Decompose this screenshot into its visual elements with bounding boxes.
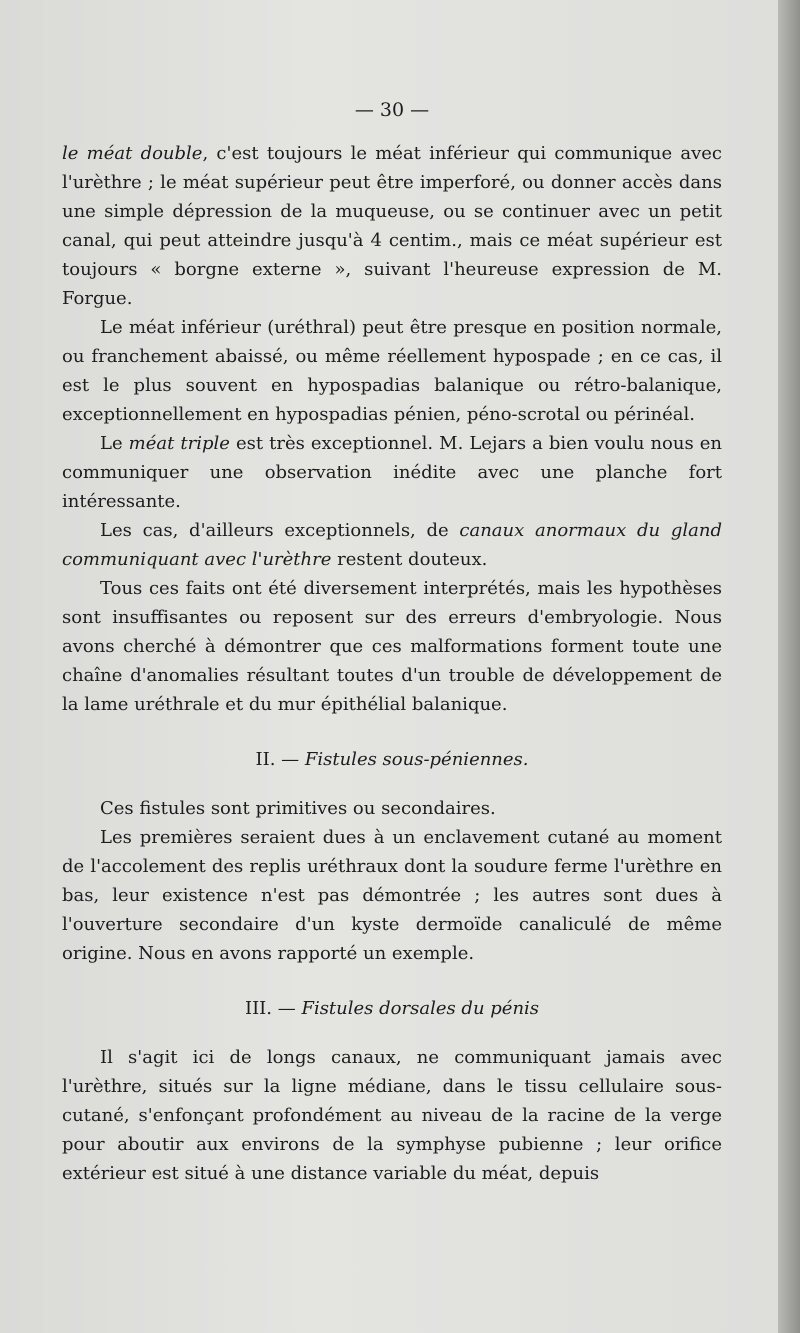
- paragraph-canaux: Les cas, d'ailleurs exceptionnels, de canaux anormaux du gland communiquant avec l'urèthre restent douteux.: [62, 520, 722, 570]
- page-text: [62, 96, 722, 1188]
- italic-term: canaux anormaux du gland communiquant avec l'urèthre: [62, 520, 722, 570]
- section-heading-3: III. — Fistules dorsales du pénis: [244, 998, 540, 1019]
- paragraph-meat-inferieur: Le méat inférieur (uréthral) peut être presque en position normale, ou franchement abaissé, ou même réellement hypospade ; en ce cas, il est le plus souvent en hypospadias balanique ou rétro-balanique, exceptionnellement en hypospadias pénien, péno-scrotal ou périnéal.: [62, 317, 722, 425]
- page-number: — 30 —: [354, 99, 430, 121]
- italic-term: méat triple: [128, 433, 230, 454]
- page-edge-shadow: [778, 0, 800, 1333]
- paragraph-fistules-types: Ces fistules sont primitives ou secondaires.: [100, 798, 496, 819]
- paragraph-fistules-origine: Les premières seraient dues à un enclavement cutané au moment de l'accolement des replis uréthraux dont la soudure ferme l'urèthre en bas, leur existence n'est pas démontrée ; les autres sont dues à l'ouverture secondaire d'un kyste dermoïde canaliculé de même origine. Nous en avons rapporté un exemple.: [62, 827, 722, 964]
- section-heading-2: II. — Fistules sous-péniennes.: [255, 749, 529, 770]
- paragraph-fistules-dorsales: Il s'agit ici de longs canaux, ne communiquant jamais avec l'urèthre, situés sur la ligne médiane, dans le tissu cellulaire sous-cutané, s'enfonçant profondément au niveau de la racine de la verge pour aboutir aux environs de la symphyse pubienne ; leur orifice extérieur est situé à une distance variable du méat, depuis: [62, 1047, 722, 1184]
- italic-term: le méat double: [62, 143, 203, 164]
- paragraph-interpretation: Tous ces faits ont été diversement interprétés, mais les hypothèses sont insuffisantes ou reposent sur des erreurs d'embryologie. Nous avons cherché à démontrer que ces malformations forment toute une chaîne d'anomalies résultant toutes d'un trouble de développement de la lame uréthrale et du mur épithélial balanique.: [62, 578, 722, 715]
- paragraph-intro: le méat double, c'est toujours le méat inférieur qui communique avec l'urèthre ; le méat supérieur peut être imperforé, ou donner accès dans une simple dépression de la muqueuse, ou se continuer avec un petit canal, qui peut atteindre jusqu'à 4 centim., mais ce méat supérieur est toujours « borgne externe », suivant l'heureuse expression de M. Forgue.: [62, 143, 723, 309]
- paragraph-meat-triple: Le méat triple est très exceptionnel. M. Lejars a bien voulu nous en communiquer une observation inédite avec une planche fort intéressante.: [62, 433, 723, 512]
